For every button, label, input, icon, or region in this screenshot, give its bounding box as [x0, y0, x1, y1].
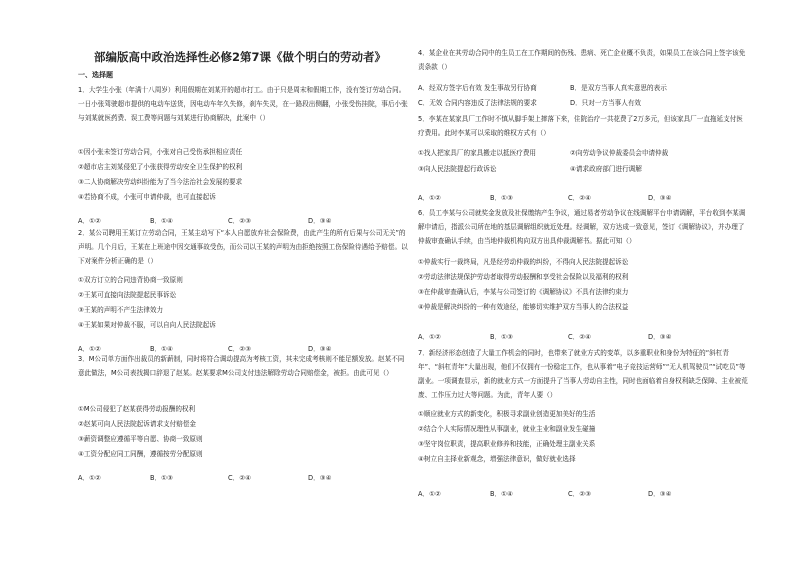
q2-option-2: ②王某可直接向法院提起民事诉讼: [78, 291, 177, 299]
q6-option-1: ①仲裁实行一裁终局，凡是经劳动仲裁的纠纷，不得向人民法院提起诉讼: [418, 258, 629, 266]
question-5-stem: 5．李某在某家具厂工作时不慎从脚手架上摔落下来，住院治疗一共花费了2万多元，但该家具厂一直拖延支付医疗费用。此时李某可以采取的维权方式有（）: [418, 115, 743, 137]
q1-answer-b: B．①④: [150, 217, 173, 225]
q5-option-3: ③向人民法院提起行政诉讼: [418, 165, 497, 173]
q4-option-c: C．无效 合同内容违反了法律法规的要求: [418, 99, 537, 107]
question-7-stem: 7．新经济形态创造了大量工作机会的同时，也带来了就业方式的变革，以多重职业和身份为特征的“斜杠青年”、“斜杠青年”大量出现，他们不仅拥有一份稳定工作，也从事着“电子竞技运营师”“无人机驾驶员”“试吃员”等副业。一项调查显示，新的就业方式一方面提升了当事人劳动自主性，同时也面临着自身权利缺乏保障、主业被荒废、工作压力过大等问题。为此，青年人要（）: [418, 349, 748, 399]
q3-option-1: ①M公司侵犯了赵某获得劳动报酬的权利: [78, 405, 196, 413]
q7-answer-a: A．①②: [418, 490, 441, 498]
q6-answer-d: D．③④: [648, 333, 672, 341]
q5-answers: [418, 192, 748, 202]
q7-option-2: ②结合个人实际情况理性从事副业，就业主业和副业发生碰撞: [418, 425, 596, 433]
question-4-stem: 4．某企业在其劳动合同中的生员工在工作期间的伤残、患病、死亡企业概不负责，如果员工在该合同上签字该免责条款（）: [418, 49, 746, 71]
q1-answer-c: C．②③: [228, 217, 252, 225]
q4-option-b: B．是双方当事人真实意思的表示: [570, 84, 667, 92]
page-title: 部编版高中政治选择性必修2第7课《做个明白的劳动者》: [93, 50, 386, 64]
q2-option-3: ③王某的声明不产生法律效力: [78, 306, 164, 314]
question-3-stem: 3．M公司单方面作出裁员的新薪制，同时将符合调动提高为考核工资，其未完成考核则不能足额发放。赵某不同意此做法，M公司表找揭口辞退了赵某。赵某要求M公司支付违法解除劳动合同赔偿金，被拒。由此可见（）: [78, 355, 405, 377]
q1-option-4: ④若协商不成，小张可申请仲裁，也可直接起诉: [78, 193, 216, 201]
q4-option-a: A．经双方签字后有效 发生事故另行协商: [418, 84, 537, 92]
section-heading: 一、选择题: [78, 71, 113, 79]
question-2-stem: 2．某公司聘用王某订立劳动合同，王某主动写下“本人自愿放弃社会保险费，由此产生的所有后果与公司无关”的声明。几个月后，王某在上班途中因交通事故受伤，而公司以王某的声明为由拒绝按照工伤保险待遇给予赔偿。以下对案件分析正确的是（）: [78, 229, 408, 265]
q3-answer-b: B．①③: [150, 474, 173, 482]
q3-option-2: ②赵某可向人民法院起诉请求支付赔偿金: [78, 420, 197, 428]
q4-option-d: D．只对一方当事人有效: [570, 99, 642, 107]
question-6-stem: 6．员工李某与公司就奖金发放及社保缴纳产生争议，通过易者劳动争议在线调解平台申请调解，平台收到李某调解申请后，指派公司所在地的基层调解组织就近处理。经调解，双方达成一致意见，签订《调解协议》，并办理了仲裁审查确认手续，由当地仲裁机构向双方出具仲裁调解书。据此可知（）: [418, 209, 746, 245]
q6-answer-a: A．①②: [418, 333, 441, 341]
q1-answers: [78, 215, 408, 225]
q5-option-2: ②向劳动争议仲裁委员会申请仲裁: [570, 149, 669, 157]
q3-answers: [78, 472, 408, 482]
q7-option-4: ④树立自主择业新观念，增强法律意识，做好就业选择: [418, 455, 576, 463]
q3-answer-d: D．③④: [308, 474, 332, 482]
q5-answer-d: D．③④: [648, 194, 672, 202]
q7-answer-c: C．②③: [568, 490, 592, 498]
q3-option-3: ③薪资调整应遵循平等自愿、协商一致原则: [78, 435, 203, 443]
q2-option-1: ①双方订立的合同违背协商一致原则: [78, 276, 183, 284]
q5-option-1: ①找人把家具厂的家具搬走以抵医疗费用: [418, 149, 537, 157]
q2-answer-b: B．①④: [150, 345, 173, 353]
q3-option-4: ④工资分配应同工同酬，遵循按劳分配原则: [78, 450, 203, 458]
q6-option-4: ④仲裁是解决纠纷的一种有效途径，能够切实维护双方当事人的合法权益: [418, 303, 629, 311]
q7-option-1: ①顺应就业方式的新变化，积极寻求副业创造更加美好的生活: [418, 410, 596, 418]
question-1-stem: 1．大学生小张（年满十八周岁）利用假期在刘某开的超市打工。由于只是周末和假期工作，没有签订劳动合同。一日小张驾驶超市提供的电动车送货，因电动车年久失修，刹车失灵，在一路段出侧翻，小张受伤挂院，事后小张与刘某就医药费、误工费等问题与刘某进行协商解决，此案中（）: [78, 86, 408, 122]
q7-option-3: ③坚守岗位职责，提高职业修养和技能，正确处理主副业关系: [418, 440, 596, 448]
q6-option-2: ②劳动法律法规保护劳动者取得劳动报酬和享受社会保险以及福利的权利: [418, 273, 629, 281]
q5-answer-b: B．①③: [490, 194, 513, 202]
q5-answer-a: A．①②: [418, 194, 441, 202]
q1-answer-a: A．①②: [78, 217, 101, 225]
q2-option-4: ④王某如果对仲裁不服，可以自向人民法院起诉: [78, 321, 216, 329]
q1-option-3: ③二人协商解决劳动纠纷能为了当今法治社会发展的要求: [78, 178, 243, 186]
q5-option-4: ④请求政府部门进行调解: [570, 165, 642, 173]
q2-answer-d: D．③④: [308, 345, 332, 353]
q2-answer-c: C．②③: [228, 345, 252, 353]
q2-answer-a: A．①②: [78, 345, 101, 353]
q5-answer-c: C．②④: [568, 194, 592, 202]
q6-answer-b: B．①③: [490, 333, 513, 341]
q7-answers: [418, 488, 748, 498]
q3-answer-a: A．①②: [78, 474, 101, 482]
q7-answer-b: B．①④: [490, 490, 513, 498]
q6-option-3: ③在仲裁审查确认后，李某与公司签订的《调解协议》不具有法律约束力: [418, 288, 629, 296]
q3-answer-c: C．②④: [228, 474, 252, 482]
q7-answer-d: D．③④: [648, 490, 672, 498]
q1-answer-d: D．③④: [308, 217, 332, 225]
q1-option-2: ②超市店主刘某侵犯了小张获得劳动安全卫生保护的权利: [78, 163, 243, 171]
q6-answer-c: C．②④: [568, 333, 592, 341]
q1-option-1: ①因小张未签订劳动合同，小张对自己受伤承担相应责任: [78, 148, 243, 156]
q6-answers: [418, 331, 748, 341]
